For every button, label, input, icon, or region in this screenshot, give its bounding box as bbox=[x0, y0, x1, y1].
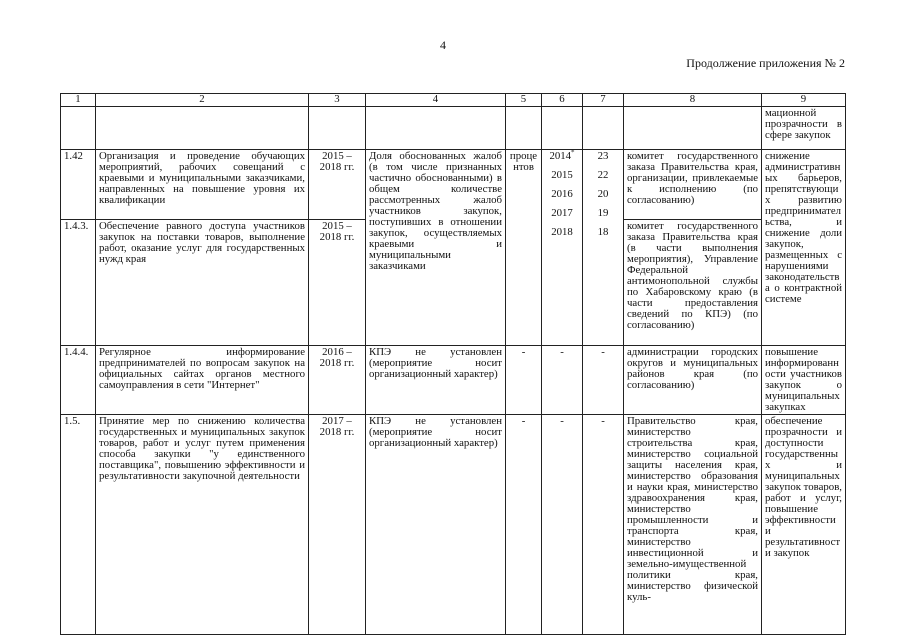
column-header: 1 bbox=[61, 94, 96, 107]
period-cell: 2016 – 2018 гг. bbox=[309, 346, 366, 415]
period-cell: 2017 – 2018 гг. bbox=[309, 415, 366, 635]
column-header: 7 bbox=[583, 94, 624, 107]
executor-cell: комитет государственного заказа Правительства края, организации, привлекаемые к исполнению (по согласованию) bbox=[624, 150, 762, 220]
year-item: 2017 bbox=[551, 207, 573, 219]
row-number: 1.4.4. bbox=[61, 346, 96, 415]
measure-text: Регулярное информирование предпринимателей по вопросам закупок на официальных сайтах органов местного самоуправления в сети "Интернет" bbox=[96, 346, 309, 415]
years-cell bbox=[542, 150, 583, 346]
row-number: 1.42 bbox=[61, 150, 96, 220]
years-cell: - bbox=[542, 346, 583, 415]
column-header: 5 bbox=[506, 94, 542, 107]
years-cell: - bbox=[542, 415, 583, 635]
indicator-cell: Доля обоснованных жалоб (в том числе признанных частично обоснованными) в общем количестве рассмотренных жалоб участников закупок, поступивших в отношении закупок, осуществляемых краевыми и муниципальными заказчиками bbox=[366, 150, 506, 346]
column-header: 6 bbox=[542, 94, 583, 107]
executor-cell: администрации городских округов и муниципальных районов края (по согласованию) bbox=[624, 346, 762, 415]
executor-cell: Правительство края, министерство строительства края, министерство социальной защиты населения края, министерство образования и науки края, министерство здравоохранения края, министерство промышленности и транспорта края, министерство инвестиционной и земельно-имущественной политики края, министерство физической куль- bbox=[624, 415, 762, 635]
values-cell: - bbox=[583, 346, 624, 415]
measures-table bbox=[60, 93, 846, 635]
indicator-cell: КПЭ не установлен (мероприятие носит организационный характер) bbox=[366, 346, 506, 415]
row-number: 1.4.3. bbox=[61, 220, 96, 346]
appendix-continuation-title: Продолжение приложения № 2 bbox=[686, 56, 845, 70]
unit-cell: - bbox=[506, 346, 542, 415]
executor-cell: комитет государственного заказа Правительства края (в части выполнения мероприятия), Управление Федеральной антимонопольной службы по Хабаровскому краю (в части предоставления сведений по КПЭ) (по согласованию) bbox=[624, 220, 762, 346]
table-row-1-42 bbox=[61, 150, 846, 220]
year-item: 2014* bbox=[549, 149, 575, 162]
row-number: 1.5. bbox=[61, 415, 96, 635]
year-item: 2018 bbox=[551, 226, 573, 238]
carryover-cell: мационной прозрачности в сфере закупок bbox=[762, 107, 846, 150]
period-cell: 2015 – 2018 гг. bbox=[309, 150, 366, 220]
result-cell: повышение информированности участников закупок о муниципальных закупках bbox=[762, 346, 846, 415]
column-header: 3 bbox=[309, 94, 366, 107]
unit-cell: - bbox=[506, 415, 542, 635]
value-item: 18 bbox=[597, 226, 609, 238]
footnote-star: * bbox=[571, 149, 575, 157]
table-row-1-4-4 bbox=[61, 346, 846, 415]
measure-text: Организация и проведение обучающих мероприятий, рабочих совещаний с краевыми и муниципальными заказчиками, направленных на повышение уровня их квалификации bbox=[96, 150, 309, 220]
column-number-row bbox=[61, 94, 846, 107]
value-item: 22 bbox=[597, 169, 609, 181]
values-cell: - bbox=[583, 415, 624, 635]
result-cell: снижение административных барьеров, препятствующих развитию предпринимательства, и снижение доли закупок, размещенных с нарушениями законодательства о контрактной системе bbox=[762, 150, 846, 346]
year-item: 2015 bbox=[551, 169, 573, 181]
value-item: 20 bbox=[597, 188, 609, 200]
column-header: 4 bbox=[366, 94, 506, 107]
value-item: 23 bbox=[597, 150, 609, 162]
measure-text: Принятие мер по снижению количества государственных и муниципальных закупок товаров, работ и услуг путем применения способа закупки "у единственного поставщика", повышению эффективности и результативности закупочной деятельности bbox=[96, 415, 309, 635]
year-item: 2016 bbox=[551, 188, 573, 200]
measure-text: Обеспечение равного доступа участников закупок на поставки товаров, выполнение работ, оказание услуг для государственных нужд края bbox=[96, 220, 309, 346]
column-header: 9 bbox=[762, 94, 846, 107]
column-header: 2 bbox=[96, 94, 309, 107]
indicator-cell: КПЭ не установлен (мероприятие носит организационный характер) bbox=[366, 415, 506, 635]
period-cell: 2015 – 2018 гг. bbox=[309, 220, 366, 346]
page-number: 4 bbox=[440, 38, 446, 52]
values-cell bbox=[583, 150, 624, 346]
table-row-1-5 bbox=[61, 415, 846, 635]
carryover-row bbox=[61, 107, 846, 150]
unit-cell: процентов bbox=[506, 150, 542, 346]
column-header: 8 bbox=[624, 94, 762, 107]
value-item: 19 bbox=[597, 207, 609, 219]
result-cell: обеспечение прозрачности и доступности государственных и муниципальных закупок товаров, работ и услуг, повышение эффективности и результативности закупок bbox=[762, 415, 846, 635]
